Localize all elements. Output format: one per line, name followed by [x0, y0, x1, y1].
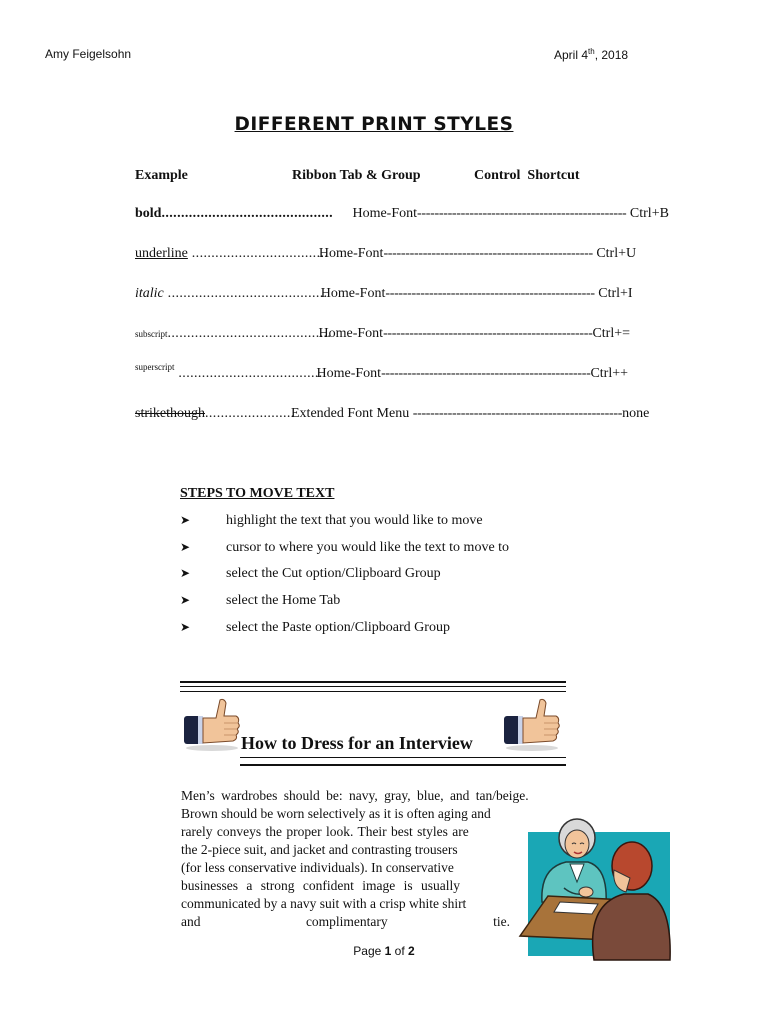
- step-text: select the Cut option/Clipboard Group: [226, 566, 441, 581]
- document-date: [554, 47, 628, 62]
- list-item: [180, 620, 450, 636]
- paragraph-line: rarely conveys the proper look. Their best styles are: [181, 824, 469, 839]
- banner-top-rule: [180, 681, 566, 683]
- banner-top-rule-thin: [180, 686, 566, 687]
- paragraph-line: communicated by a navy suit with a crisp white shirt: [181, 896, 467, 911]
- step-text: select the Paste option/Clipboard Group: [226, 620, 450, 635]
- ribbon-tab: Home-Font: [352, 206, 418, 221]
- thumbs-up-icon: [182, 696, 242, 752]
- shortcut: Ctrl+=: [592, 326, 631, 341]
- dot-leader: ...................................: [187, 246, 329, 261]
- shortcut: none: [622, 406, 650, 421]
- paragraph-line: Brown should be worn selectively as it is often aging and: [181, 806, 491, 821]
- date-year: , 2018: [594, 48, 629, 62]
- dot-leader: .....................................: [174, 366, 323, 381]
- column-header-shortcut: Control Shortcut: [474, 168, 580, 183]
- paragraph-line: (for less conservative individuals). In conservative: [181, 860, 454, 875]
- steps-heading: STEPS TO MOVE TEXT: [180, 486, 335, 501]
- ribbon-tab: Home-Font: [318, 246, 384, 261]
- table-row: [135, 406, 650, 426]
- paragraph-line: [181, 787, 588, 805]
- interview-illustration: [520, 808, 672, 960]
- table-row: [135, 362, 629, 386]
- word: tie.: [493, 914, 510, 929]
- ribbon-tab: Extended Font Menu: [291, 406, 413, 421]
- shortcut: Ctrl+I: [594, 286, 633, 301]
- page-number-text: Page 1 of 2: [353, 944, 415, 958]
- dot-leader: ..........................................: [167, 326, 332, 341]
- list-item: [180, 593, 340, 609]
- step-text: highlight the text that you would like to move: [226, 513, 483, 528]
- word: and: [181, 914, 201, 929]
- paragraph-line-justified: [181, 913, 510, 931]
- word: complimentary: [305, 914, 388, 929]
- dot-leader: .........................................: [163, 286, 328, 301]
- arrow-bullet-icon: ➤: [180, 566, 191, 580]
- dash-leader: ------------------------------------------------: [383, 246, 593, 261]
- dash-leader: ------------------------------------------------: [385, 286, 595, 301]
- paragraph-line: businesses a strong confident image is usually: [181, 878, 460, 893]
- arrow-bullet-icon: ➤: [180, 513, 191, 527]
- arrow-bullet-icon: ➤: [180, 620, 191, 634]
- shortcut: Ctrl+U: [592, 246, 637, 261]
- example-underline: underline: [135, 246, 188, 261]
- column-header-example: Example: [135, 168, 188, 183]
- example-subscript: subscript: [135, 329, 168, 339]
- dot-leader: .......................: [205, 406, 295, 421]
- example-bold: bold: [135, 206, 162, 221]
- arrow-bullet-icon: ➤: [180, 593, 191, 607]
- step-text: select the Home Tab: [226, 593, 341, 608]
- author-name: Amy Feigelsohn: [45, 47, 132, 61]
- list-item: [180, 540, 509, 556]
- banner-bottom-rule: [240, 764, 566, 766]
- banner-top-rule-thin: [180, 691, 566, 692]
- date-prefix: April 4: [554, 48, 589, 62]
- page-title: DIFFERENT PRINT STYLES: [234, 114, 514, 135]
- list-item: [180, 566, 441, 582]
- list-item: [180, 513, 483, 529]
- ribbon-tab: Home-Font: [316, 366, 382, 381]
- date-suffix-sup: th: [588, 47, 595, 56]
- example-strikethrough: strikethough: [135, 406, 205, 421]
- page-number: [0, 944, 768, 958]
- table-row: [135, 286, 633, 306]
- arrow-bullet-icon: ➤: [180, 540, 191, 554]
- paragraph-line: the 2-piece suit, and jacket and contrasting trousers: [181, 842, 458, 857]
- ribbon-tab: Home-Font: [318, 326, 384, 341]
- example-superscript: superscript: [135, 362, 175, 372]
- table-row: [135, 206, 669, 226]
- line-text: Men’s wardrobes should be: navy, gray, blue, and tan/beige.: [181, 788, 529, 803]
- dash-leader: ------------------------------------------------: [381, 366, 591, 381]
- example-italic: italic: [135, 286, 164, 301]
- ribbon-tab: Home-Font: [320, 286, 386, 301]
- table-row: [135, 326, 631, 346]
- shortcut: Ctrl++: [590, 366, 629, 381]
- dash-leader: ------------------------------------------------: [417, 206, 627, 221]
- banner-title: How to Dress for an Interview: [241, 733, 473, 753]
- table-row: [135, 246, 637, 266]
- shortcut: Ctrl+B: [626, 206, 669, 221]
- step-text: cursor to where you would like the text to move to: [226, 540, 510, 555]
- dot-leader: ............................................: [161, 206, 334, 221]
- dash-leader: ------------------------------------------------: [412, 406, 623, 421]
- column-header-ribbon: Ribbon Tab & Group: [292, 168, 421, 183]
- thumbs-up-icon: [502, 696, 562, 752]
- banner-bottom-rule-thin: [240, 757, 566, 758]
- dash-leader: ------------------------------------------------: [383, 326, 593, 341]
